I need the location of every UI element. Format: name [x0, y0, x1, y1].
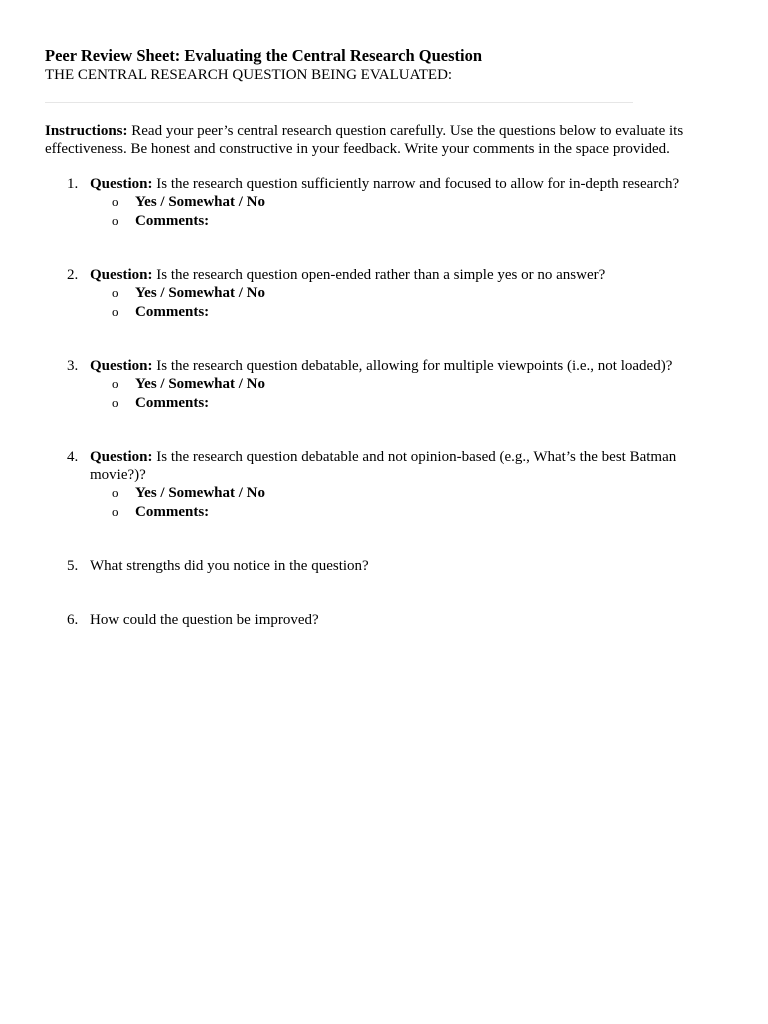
response-list [90, 193, 695, 230]
question-text: Is the research question debatable and not opinion-based (e.g., What’s the best Batman movie?)? [90, 449, 677, 483]
rating-options[interactable] [90, 193, 695, 212]
question-number: 3. [67, 358, 79, 374]
review-question-item [45, 357, 695, 412]
bullet-icon: o [112, 303, 119, 319]
comments-field[interactable] [90, 212, 695, 231]
question-text: What strengths did you notice in the question? [90, 558, 369, 574]
review-question-list [45, 175, 695, 629]
bullet-icon: o [112, 485, 119, 500]
rating-options[interactable] [90, 284, 695, 303]
response-list [90, 375, 695, 412]
research-question-answer-line[interactable] [45, 102, 633, 103]
question-lead: Question: [90, 358, 153, 374]
question-number: 4. [67, 449, 79, 465]
question-text: Is the research question sufficiently narrow and focused to allow for in-depth research? [152, 176, 680, 192]
bullet-icon: o [112, 212, 119, 228]
question-number: 5. [67, 558, 79, 574]
question-text: Is the research question open-ended rather than a simple yes or no answer? [152, 267, 606, 283]
response-list [90, 484, 695, 521]
question-text: Is the research question debatable, allowing for multiple viewpoints (i.e., not loaded)? [152, 358, 673, 374]
comments-label: Comments: [135, 394, 210, 411]
bullet-icon: o [112, 503, 119, 519]
question-number: 6. [67, 612, 79, 628]
question-number: 2. [67, 267, 79, 283]
question-lead: Question: [90, 176, 153, 192]
instructions-lead: Instructions: [45, 123, 128, 139]
review-question-item [45, 448, 695, 521]
instructions-text: Read your peer’s central research question carefully. Use the questions below to evaluate its effectiveness. Be honest and constructive in your feedback. Write your comments in the space provided. [45, 123, 684, 157]
comments-field[interactable] [90, 503, 695, 522]
question-number: 1. [67, 176, 79, 192]
document-title: Peer Review Sheet: Evaluating the Central Research Question [45, 46, 483, 65]
comments-field[interactable] [90, 303, 695, 322]
rating-options[interactable] [90, 484, 695, 503]
response-list [90, 284, 695, 321]
rating-text: Yes / Somewhat / No [135, 485, 265, 501]
bullet-icon: o [112, 285, 119, 300]
question-lead: Question: [90, 267, 153, 283]
comments-field[interactable] [90, 394, 695, 413]
review-question-item [45, 266, 695, 321]
comments-label: Comments: [135, 503, 210, 520]
question-lead: Question: [90, 449, 153, 465]
review-question-item[interactable] [45, 611, 695, 629]
comments-label: Comments: [135, 303, 210, 320]
rating-text: Yes / Somewhat / No [135, 285, 265, 301]
rating-text: Yes / Somewhat / No [135, 194, 265, 210]
review-question-item [45, 175, 695, 230]
rating-text: Yes / Somewhat / No [135, 376, 265, 392]
rating-options[interactable] [90, 375, 695, 394]
instructions-paragraph [45, 122, 705, 158]
bullet-icon: o [112, 394, 119, 410]
bullet-icon: o [112, 376, 119, 391]
research-question-prompt: THE CENTRAL RESEARCH QUESTION BEING EVALUATED: [45, 67, 453, 83]
question-text: How could the question be improved? [90, 612, 319, 628]
comments-label: Comments: [135, 212, 210, 229]
bullet-icon: o [112, 194, 119, 209]
review-question-item[interactable] [45, 557, 695, 575]
